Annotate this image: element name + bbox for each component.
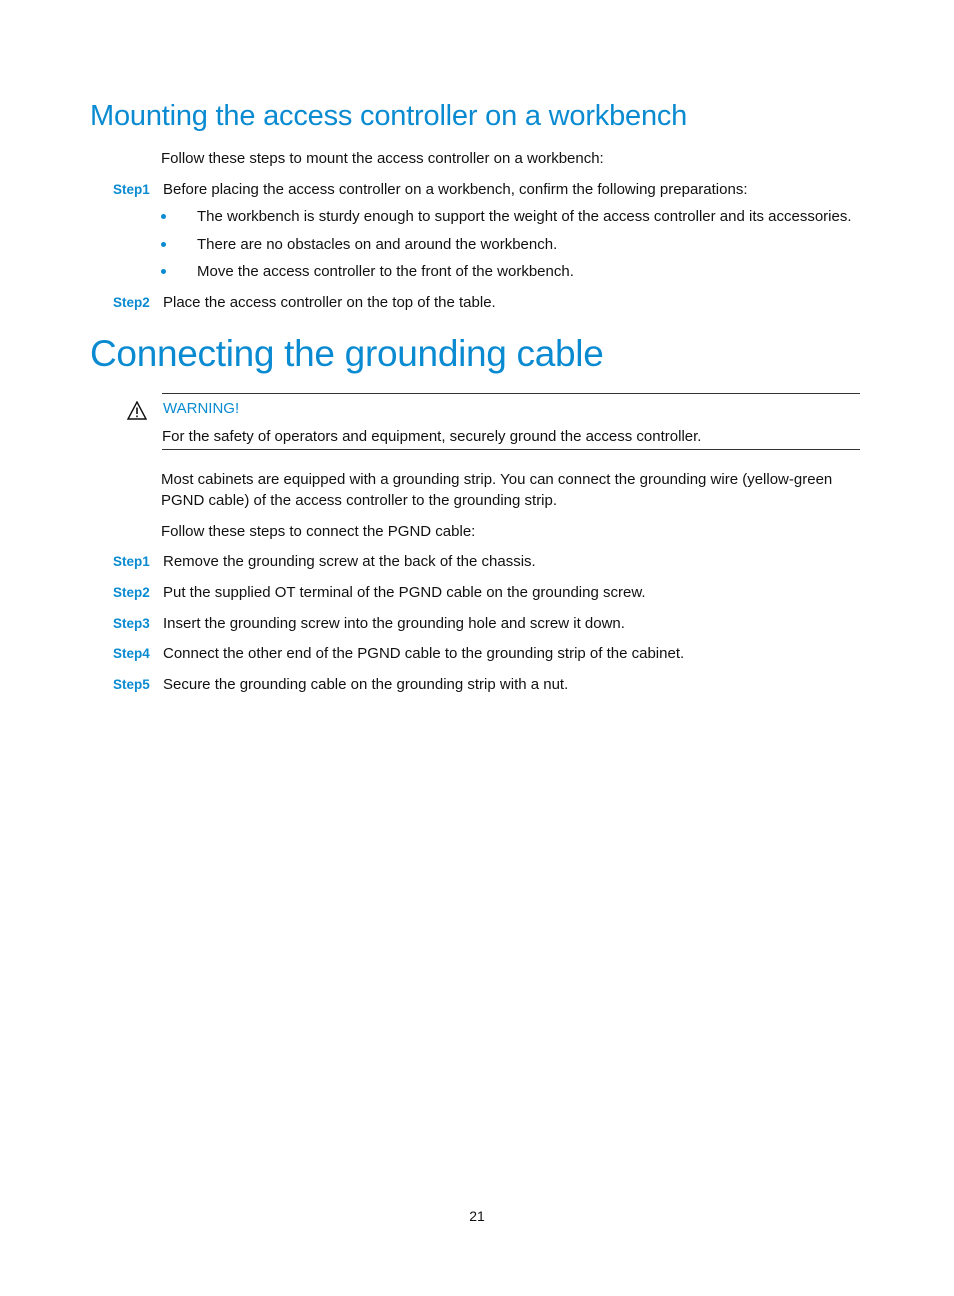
step-label: Step2: [113, 585, 150, 600]
step-text: Place the access controller on the top of the table.: [163, 294, 496, 311]
bullet-dot-icon: [161, 214, 166, 219]
section2-para1-line2: PGND cable) of the access controller to the grounding strip.: [161, 492, 558, 509]
step-text: Before placing the access controller on a workbench, confirm the following preparations:: [163, 181, 748, 198]
bullet-dot-icon: [161, 269, 166, 274]
step-label: Step1: [113, 554, 150, 569]
bullet-dot-icon: [161, 242, 166, 247]
bullet-text: There are no obstacles on and around the workbench.: [197, 236, 558, 253]
step-text: Insert the grounding screw into the grounding hole and screw it down.: [163, 615, 625, 632]
warning-text: For the safety of operators and equipment, securely ground the access controller.: [162, 428, 702, 445]
step-text: Secure the grounding cable on the grounding strip with a nut.: [163, 676, 569, 693]
step-label: Step4: [113, 646, 150, 661]
section2-para2: Follow these steps to connect the PGND cable:: [161, 523, 476, 540]
page-number: 21: [469, 1208, 485, 1224]
step-label: Step2: [113, 295, 150, 310]
warning-bottom-rule: [162, 449, 860, 450]
step-text: Remove the grounding screw at the back of the chassis.: [163, 553, 536, 570]
section2-para1-line1: Most cabinets are equipped with a grounding strip. You can connect the grounding wire (yellow-green: [161, 471, 833, 488]
section1-intro: Follow these steps to mount the access controller on a workbench:: [161, 150, 604, 167]
step-text: Put the supplied OT terminal of the PGND cable on the grounding screw.: [163, 584, 646, 601]
warning-triangle-icon: [127, 401, 147, 420]
step-label: Step1: [113, 182, 150, 197]
section-heading-mounting: Mounting the access controller on a workbench: [90, 100, 688, 132]
step-text: Connect the other end of the PGND cable to the grounding strip of the cabinet.: [163, 645, 685, 662]
section-heading-grounding: Connecting the grounding cable: [90, 333, 604, 374]
bullet-text: Move the access controller to the front of the workbench.: [197, 263, 574, 280]
step-label: Step3: [113, 616, 150, 631]
warning-title: WARNING!: [163, 400, 240, 417]
step-label: Step5: [113, 677, 150, 692]
bullet-text: The workbench is sturdy enough to support the weight of the access controller and its accessories.: [197, 208, 852, 225]
warning-top-rule: [162, 393, 860, 394]
